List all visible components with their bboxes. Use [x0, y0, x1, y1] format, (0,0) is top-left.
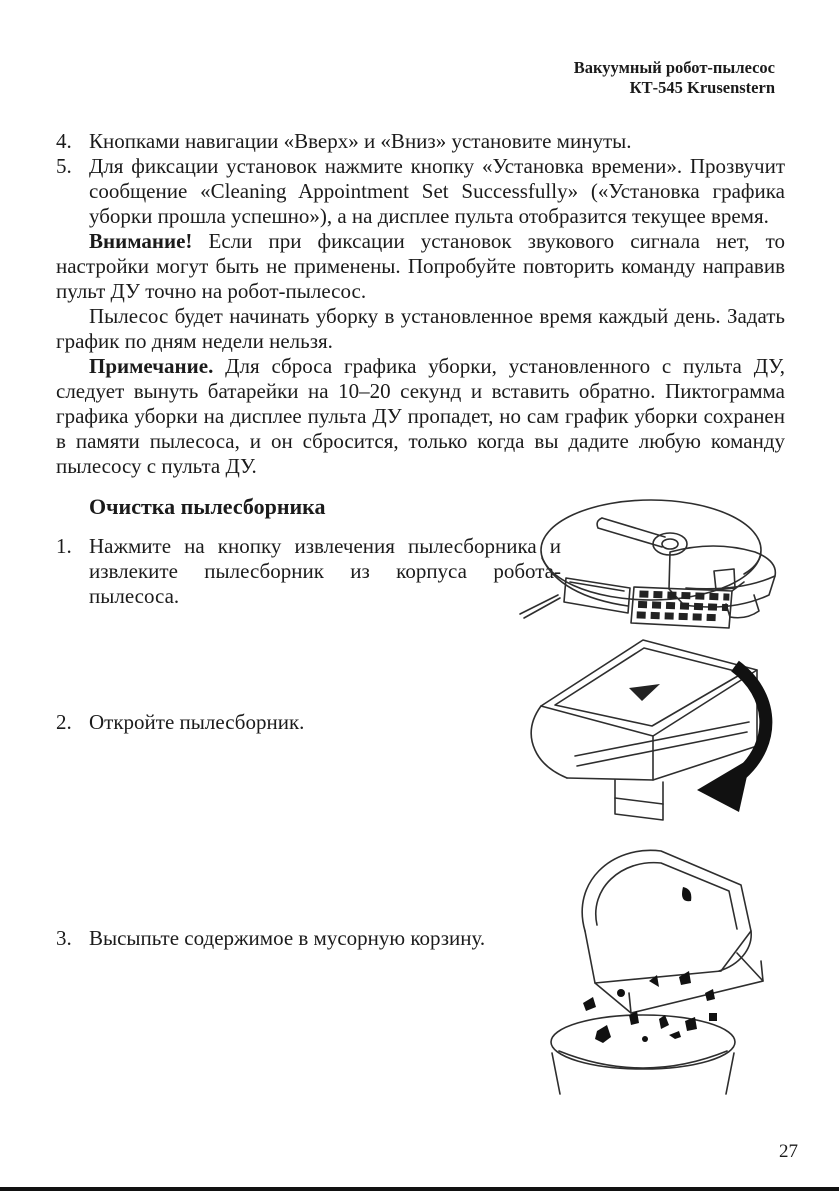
robot-vacuum-dustbin-removal-illustration: [518, 492, 808, 632]
note-paragraph: [56, 354, 785, 479]
dustbin-emptying-into-trash-illustration: [533, 835, 803, 1095]
list-text: Кнопками навигации «Вверх» и «Вниз» установите минуты.: [89, 129, 632, 153]
page-number: 27: [779, 1141, 798, 1162]
step-number: 3.: [56, 926, 72, 950]
list-text: Для фиксации установок нажмите кнопку «Установка времени». Прозвучит сообщение «Cleaning Appointment Set Successfully» («Установка графика уборки прошла успешно»), а на дисплее пульта отобразится текущее время.: [89, 154, 785, 228]
bottom-rule: [0, 1187, 839, 1191]
list-number: 4.: [56, 129, 72, 153]
step-number: 1.: [56, 534, 72, 558]
attention-paragraph: [56, 229, 785, 304]
list-item: [56, 154, 785, 229]
section-heading: Очистка пылесборника: [89, 494, 326, 519]
cleaning-section: [56, 492, 839, 1152]
header-product-name: Вакуумный робот-пылесос: [573, 58, 775, 77]
header-model-name: КТ-545 Krusenstern: [629, 78, 775, 97]
step-text: Нажмите на кнопку извлечения пылесборника и извлеките пылесборник из корпуса робота-пылесоса.: [89, 534, 561, 608]
step-item-2: [56, 710, 561, 735]
note-text: Для сброса графика уборки, установленного с пульта ДУ, следует вынуть батарейки на 10–20 секунд и вставить обратно. Пиктограмма графика уборки на дисплее пульта ДУ пропадет, но сам график уборки сохранен в памяти пылесоса, и он сбросится, только когда вы дадите любую команду пылесосу с пульта ДУ.: [56, 354, 785, 478]
document-header: [300, 58, 775, 98]
schedule-paragraph: [56, 304, 785, 354]
body-text: [56, 129, 785, 479]
dustbin-open-rotate-arrow-illustration: [511, 628, 791, 823]
list-item: [56, 129, 785, 154]
list-number: 5.: [56, 154, 72, 178]
schedule-text: Пылесос будет начинать уборку в установленное время каждый день. Задать график по дням недели нельзя.: [56, 304, 785, 353]
attention-lead: Внимание!: [89, 229, 193, 253]
step-number: 2.: [56, 710, 72, 734]
note-lead: Примечание.: [89, 354, 214, 378]
step-item-3: [56, 926, 561, 951]
step-text: Высыпьте содержимое в мусорную корзину.: [89, 926, 486, 950]
step-item-1: [56, 534, 561, 609]
step-text: Откройте пылесборник.: [89, 710, 305, 734]
attention-text: Если при фиксации установок звукового сигнала нет, то настройки могут быть не применены. Попробуйте повторить команду направив пульт ДУ точно на робот-пылесос.: [56, 229, 785, 303]
